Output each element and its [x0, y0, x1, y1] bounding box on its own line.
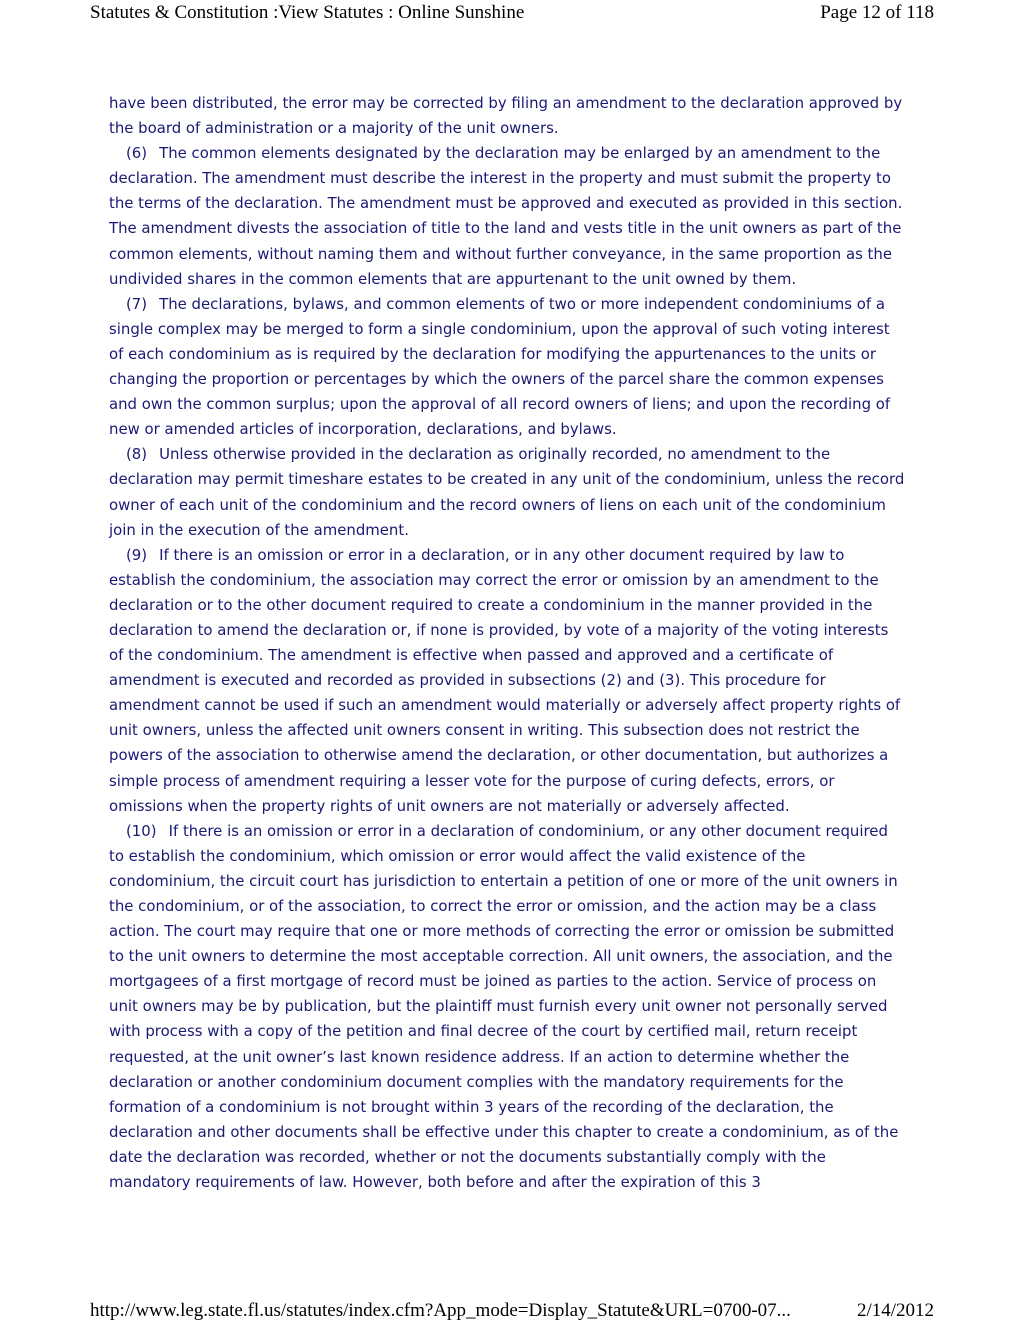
subsection-6 — [109, 141, 905, 292]
subsection-9 — [109, 543, 905, 819]
subsection-number: (6) — [126, 144, 148, 163]
subsection-text: Unless otherwise provided in the declaration as originally recorded, no amendment to the declaration may permit timeshare estates to be created in any unit of the condominium, unless the record owner of each unit of the condominium and the record owners of liens on each unit of the condominium join in the execution of the amendment. — [109, 445, 905, 539]
print-footer — [90, 1300, 934, 1322]
print-header — [90, 2, 934, 24]
subsection-text: If there is an omission or error in a declaration of condominium, or any other document required to establish the condominium, which omission or error would affect the valid existence of the condominium, the circuit court has jurisdiction to entertain a petition of one or more of the unit owners in the condominium, or of the association, to correct the error or omission, and the action may be a class action. The court may require that one or more methods of correcting the error or omission be submitted to the unit owners to determine the most acceptable correction. All unit owners, the association, and the mortgagees of a first mortgage of record must be joined as parties to the action. Service of process on unit owners may be by publication, but the plaintiff must furnish every unit owner not personally served with process with a copy of the petition and final decree of the court by certified mail, return receipt requested, at the unit owner’s last known residence address. If an action to determine whether the declaration or another condominium document complies with the mandatory requirements for the formation of a condominium is not brought within 3 years of the recording of the declaration, the declaration and other documents shall be effective under this chapter to create a condominium, as of the date the declaration was recorded, whether or not the documents substantially comply with the mandatory requirements of law. However, both before and after the expiration of this 3 — [109, 821, 899, 1192]
page-title: Statutes & Constitution :View Statutes : Online Sunshine — [90, 2, 525, 23]
statute-body — [109, 91, 905, 1195]
subsection-number: (9) — [126, 545, 148, 564]
page-url: http://www.leg.state.fl.us/statutes/index.cfm?App_mode=Display_Statute&URL=0700-07... — [90, 1300, 791, 1321]
subsection-7 — [109, 292, 905, 443]
subsection-text: The common elements designated by the declaration may be enlarged by an amendment to the declaration. The amendment must describe the interest in the property and must submit the property to the terms of the declaration. The amendment must be approved and executed as provided in this section. The amendment divests the association of title to the land and vests title in the unit owners as part of the common elements, without naming them and without further conveyance, in the same proportion as the undivided shares in the common elements that are appurtenant to the unit owned by them. — [109, 144, 903, 288]
subsection-number: (8) — [126, 445, 148, 464]
subsection-text: The declarations, bylaws, and common elements of two or more independent condominiums of a single complex may be merged to form a single condominium, upon the approval of such voting interest of each condominium as is required by the declaration for modifying the appurtenances to the units or changing the proportion or percentages by which the owners of the parcel share the common expenses and own the common surplus; upon the approval of all record owners of liens; and upon the recording of new or amended articles of incorporation, declarations, and bylaws. — [109, 294, 891, 439]
subsection-text: If there is an omission or error in a declaration, or in any other document required by law to establish the condominium, the association may correct the error or omission by an amendment to the declaration or to the other document required to create a condominium in the manner provided in the declaration to amend the declaration or, if none is provided, by vote of a majority of the voting interests of the condominium. The amendment is effective when passed and approved and a certificate of amendment is executed and recorded as provided in subsections (2) and (3). This procedure for amendment cannot be used if such an amendment would materially or adversely affect property rights of unit owners, unless the affected unit owners consent in writing. This subsection does not restrict the powers of the association to otherwise amend the declaration, or other documentation, but authorizes a simple process of amendment requiring a lesser vote for the purpose of curing defects, errors, or omissions when the property rights of unit owners are not materially or adversely affected. — [109, 545, 901, 815]
subsection-number: (7) — [126, 294, 148, 313]
continuation-paragraph: have been distributed, the error may be corrected by filing an amendment to the declaration approved by the board of administration or a majority of the unit owners. — [109, 94, 903, 138]
subsection-number: (10) — [126, 821, 157, 840]
print-date: 2/14/2012 — [856, 1300, 934, 1321]
subsection-8 — [109, 442, 905, 542]
page-number: Page 12 of 118 — [820, 2, 934, 23]
subsection-10 — [109, 819, 905, 1195]
